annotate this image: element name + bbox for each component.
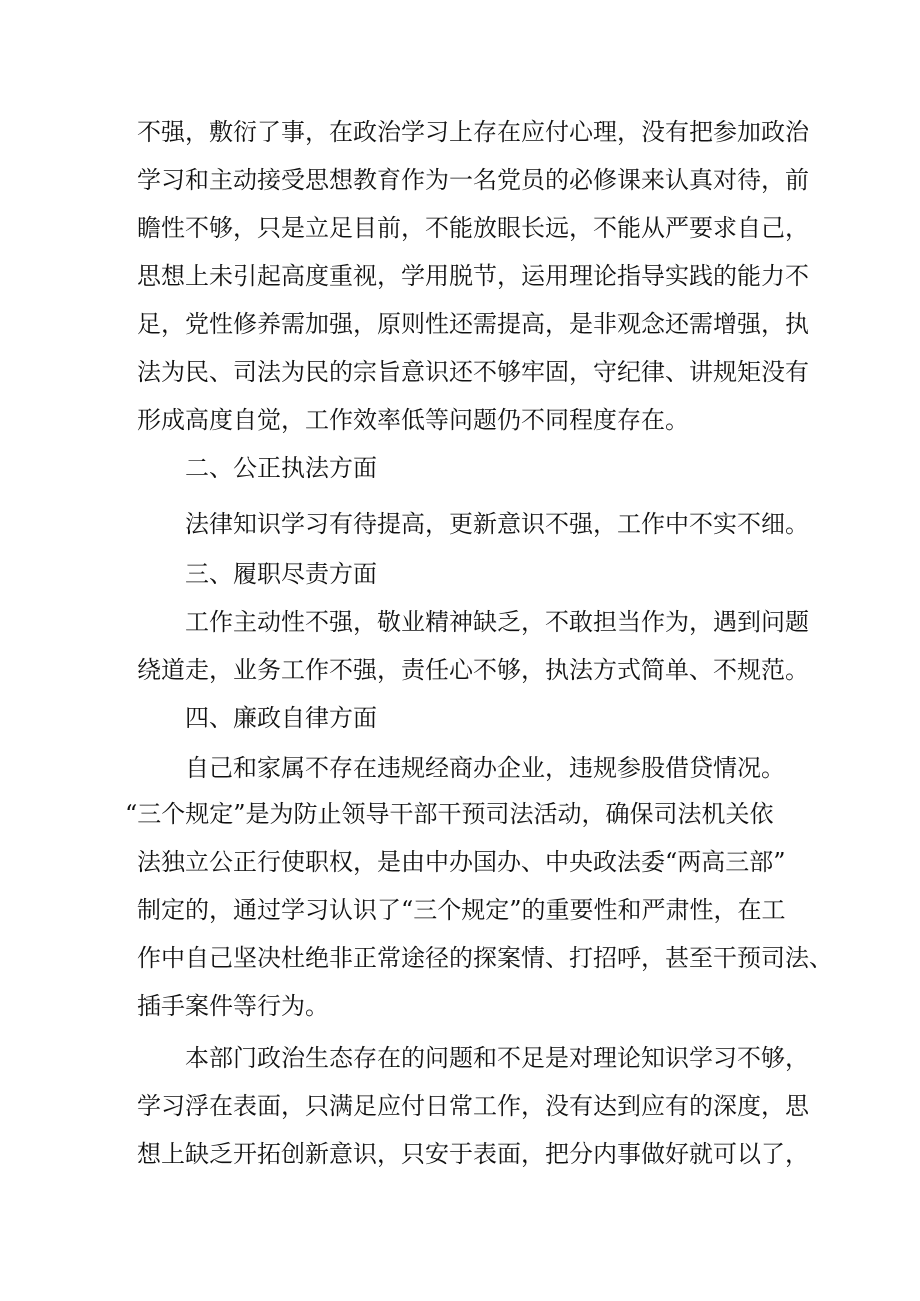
text-line-7: 形成高度自觉，工作效率低等问题仍不同程度存在。 xyxy=(137,406,689,434)
text-line-17: 制定的，通过学习认识了“三个规定”的重要性和严肃性，在工 xyxy=(137,896,786,924)
text-line-22: 想上缺乏开拓创新意识，只安于表面，把分内事做好就可以了， xyxy=(137,1140,809,1168)
text-line-16: 法独立公正行使职权，是由中办国办、中央政法委“两高三部” xyxy=(137,848,786,876)
text-line-19: 插手案件等行为。 xyxy=(137,992,329,1020)
text-line-5: 足，党性修养需加强，原则性还需提高，是非观念还需增强，执 xyxy=(137,310,809,338)
text-line-14: 自己和家属不存在违规经商办企业，违规参股借贷情况。 xyxy=(185,754,785,782)
text-line-9: 法律知识学习有待提高，更新意识不强，工作中不实不细。 xyxy=(185,510,809,538)
text-line-18: 作中自己坚决杜绝非正常途径的探案情、打招呼，甚至干预司法、 xyxy=(137,944,833,972)
text-line-20: 本部门政治生态存在的问题和不足是对理论知识学习不够， xyxy=(185,1044,809,1072)
text-line-2: 学习和主动接受思想教育作为一名党员的必修课来认真对待，前 xyxy=(137,166,809,194)
section-heading-3: 三、履职尽责方面 xyxy=(185,560,377,588)
text-line-21: 学习浮在表面，只满足应付日常工作，没有达到应有的深度，思 xyxy=(137,1092,809,1120)
text-line-1: 不强，敷衍了事，在政治学习上存在应付心理，没有把参加政治 xyxy=(137,118,809,146)
section-heading-2: 二、公正执法方面 xyxy=(185,454,377,482)
text-line-15: “三个规定”是为防止领导干部干预司法活动，确保司法机关依 xyxy=(125,800,774,828)
text-line-3: 瞻性不够，只是立足目前，不能放眼长远，不能从严要求自己， xyxy=(137,214,809,242)
text-line-6: 法为民、司法为民的宗旨意识还不够牢固，守纪律、讲规矩没有 xyxy=(137,358,809,386)
text-line-4: 思想上未引起高度重视，学用脱节，运用理论指导实践的能力不 xyxy=(137,262,809,290)
section-heading-4: 四、廉政自律方面 xyxy=(185,704,377,732)
text-line-12: 绕道走，业务工作不强，责任心不够，执法方式简单、不规范。 xyxy=(137,656,809,684)
text-line-11: 工作主动性不强，敬业精神缺乏，不敢担当作为，遇到问题 xyxy=(185,608,809,636)
